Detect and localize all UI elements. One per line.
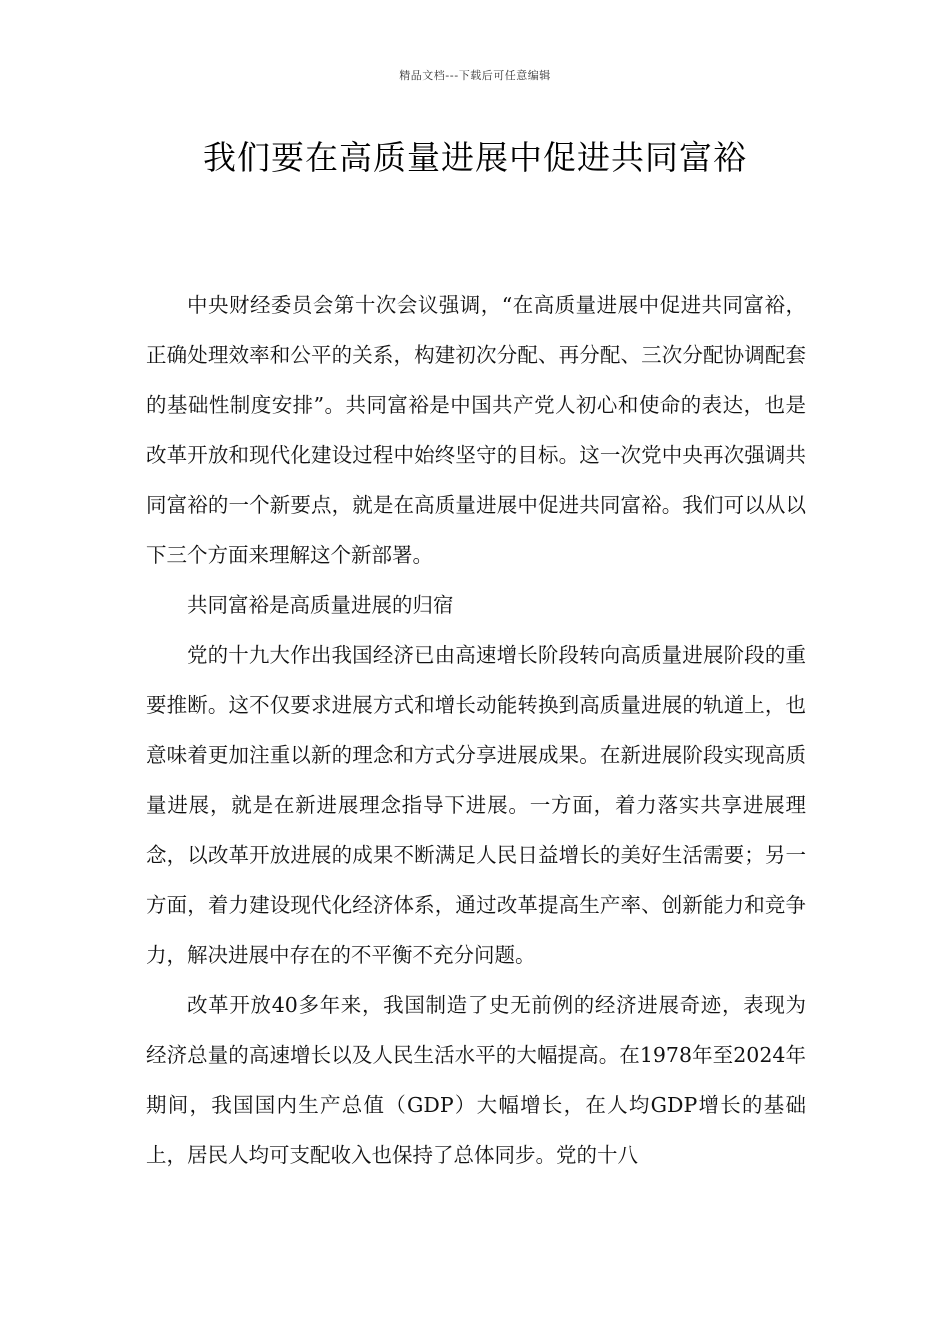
body-paragraph-1: 中央财经委员会第十次会议强调，“在高质量进展中促进共同富裕，正确处理效率和公平的关系，构建初次分配、再分配、三次分配协调配套的基础性制度安排”。共同富裕是中国共产党人初心和使命的表达，也是改革开放和现代化建设过程中始终坚守的目标。这一次党中央再次强调共同富裕的一个新要点，就是在高质量进展中促进共同富裕。我们可以从以下三个方面来理解这个新部署。 — [146, 293, 806, 567]
document-title: 我们要在高质量进展中促进共同富裕 — [203, 138, 747, 177]
body-paragraph-3: 改革开放40多年来，我国制造了史无前例的经济进展奇迹，表现为经济总量的高速增长以及人民生活水平的大幅提高。在1978年至2024年期间，我国国内生产总值（GDP）大幅增长，在人均GDP增长的基础上，居民人均可支配收入也保持了总体同步。党的十八 — [146, 993, 806, 1167]
page-header: 精品文档---下载后可任意编辑 — [399, 69, 551, 82]
body-paragraph-2: 党的十九大作出我国经济已由高速增长阶段转向高质量进展阶段的重要推断。这不仅要求进展方式和增长动能转换到高质量进展的轨道上，也意味着更加注重以新的理念和方式分享进展成果。在新进展阶段实现高质量进展，就是在新进展理念指导下进展。一方面，着力落实共享进展理念，以改革开放进展的成果不断满足人民日益增长的美好生活需要；另一方面，着力建设现代化经济体系，通过改革提高生产率、创新能力和竞争力，解决进展中存在的不平衡不充分问题。 — [146, 643, 806, 967]
document-body — [146, 280, 806, 1180]
section-heading: 共同富裕是高质量进展的归宿 — [187, 593, 454, 617]
